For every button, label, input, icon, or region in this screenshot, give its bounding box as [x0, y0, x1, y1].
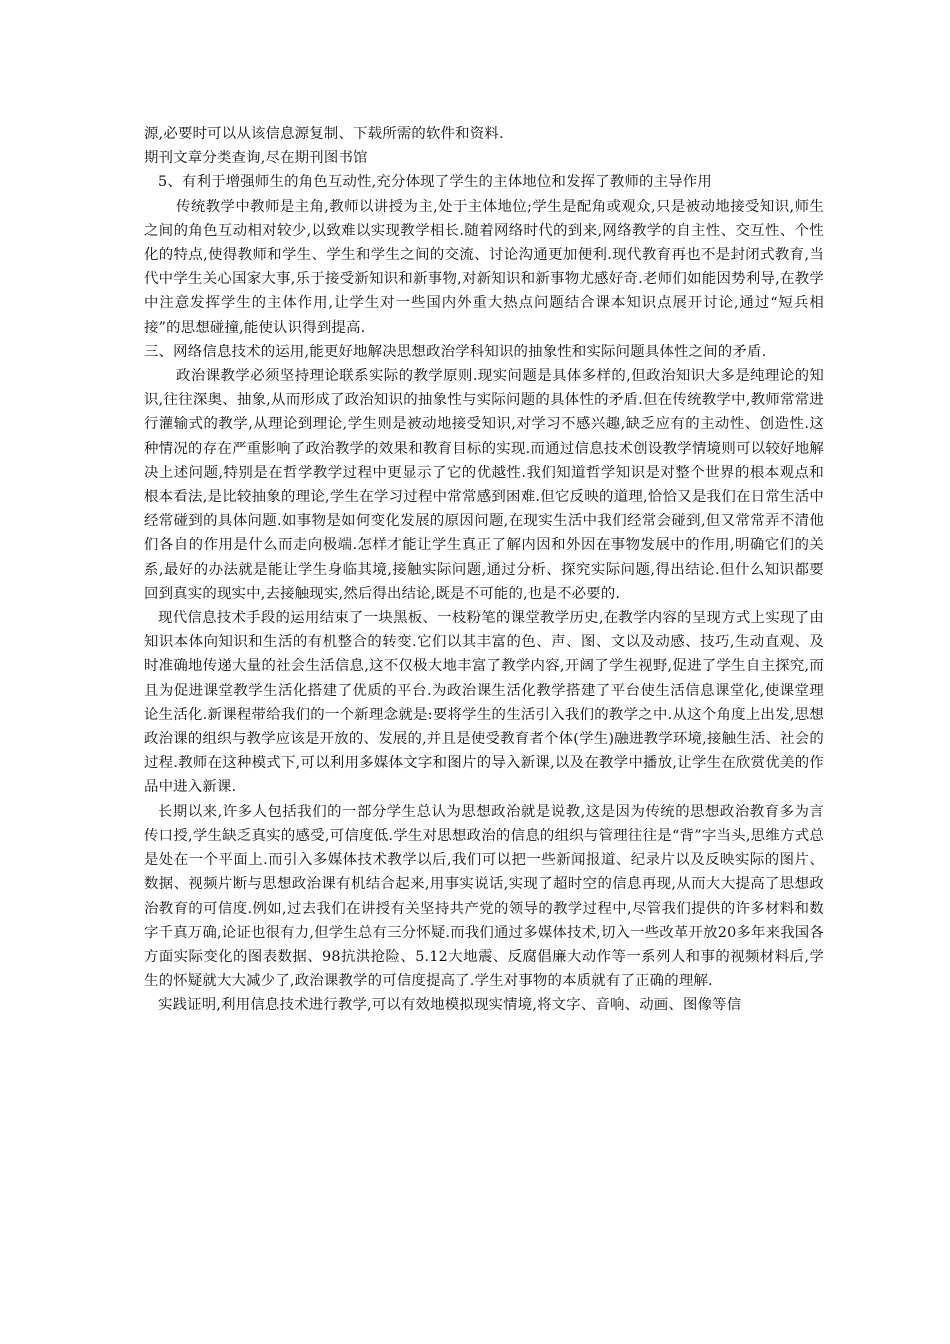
- paragraph-modern-it: 现代信息技术手段的运用结束了一块黑板、一枝粉笔的课堂教学历史,在教学内容的呈现方式上实现了由知识本体向知识和生活的有机整合的转变.它们以其丰富的色、声、图、文以及动感、技巧,生动直观、及时准确地传递大量的社会生活信息,这不仅极大地丰富了教学内容,开阔了学生视野,促进了学生自主探究,而且为促进课堂教学生活化搭建了优质的平台.为政治课生活化教学搭建了平台使生活信息课堂化,使课堂理论生活化.新课程带给我们的一个新理念就是:要将学生的生活引入我们的教学之中.从这个角度上出发,思想政治课的组织与教学应该是开放的、发展的,并且是使受教育者个体(学生)融进教学环境,接触生活、社会的过程.教师在这种模式下,可以利用多媒体文字和图片的导入新课,以及在教学中播放,让学生在欣赏优美的作品中进入新课.: [144, 610, 824, 796]
- paragraph-theory-practice: 政治课教学必须坚持理论联系实际的教学原则.现实问题是具体多样的,但政治知识大多是纯理论的知识,往往深奥、抽象,从而形成了政治知识的抽象性与实际问题的具体性的矛盾.但在传统教学中,教师常常进行灌输式的教学,从理论到理论,学生则是被动地接受知识,对学习不感兴趣,缺乏应有的主动性、创造性.这种情况的存在严重影响了政治教学的效果和教育目标的实现.而通过信息技术创设教学情境则可以较好地解决上述问题,特别是在哲学教学过程中更显示了它的优越性.我们知道哲学知识是对整个世界的根本观点和根本看法,是比较抽象的理论,学生在学习过程中常常感到困难.但它反映的道理,恰恰又是我们在日常生活中经常碰到的具体问题.如事物是如何变化发展的原因问题,在现实生活中我们经常会碰到,但又常常弄不清他们各自的作用是什么而走向极端.怎样才能让学生真正了解内因和外因在事物发展中的作用,明确它们的关系,最好的办法就是能让学生身临其境,接触实际问题,通过分析、探究实际问题,得出结论.但什么知识都要回到真实的现实中,去接触现实,然后得出结论,既是不可能的,也是不必要的.: [144, 368, 824, 602]
- paragraph-practice-proof: 实践证明,利用信息技术进行教学,可以有效地模拟现实情境,将文字、音响、动画、图像等信: [158, 997, 742, 1014]
- paragraph-journal-note: 期刊文章分类查询,尽在期刊图书馆: [144, 150, 368, 167]
- document-page: [144, 122, 824, 1018]
- paragraph-source-continuation: 源,必要时可以从该信息源复制、下载所需的软件和资料.: [144, 126, 504, 142]
- paragraph-teacher-role: 传统教学中教师是主角,教师以讲授为主,处于主体地位;学生是配角或观众,只是被动地接受知识,师生之间的角色互动相对较少,以致难以实现教学相长.随着网络时代的到来,网络教学的自主性、交互性、个性化的特点,使得教师和学生、学生和学生之间的交流、讨论沟通更加便利.现代教育再也不是封闭式教育,当代中学生关心国家大事,乐于接受新知识和新事物,对新知识和新事物尤感好奇.老师们如能因势利导,在教学中注意发挥学生的主体作用,让学生对一些国内外重大热点问题结合课本知识点展开讨论,通过“短兵相接”的思想碰撞,能使认识得到提高.: [144, 198, 824, 336]
- section-heading-5: 5、有利于增强师生的角色互动性,充分体现了学生的主体地位和发挥了教师的主导作用: [158, 174, 712, 191]
- section-heading-3: 三、网络信息技术的运用,能更好地解决思想政治学科知识的抽象性和实际问题具体性之间的矛盾.: [144, 343, 767, 360]
- paragraph-credibility: 长期以来,许多人包括我们的一部分学生总认为思想政治就是说教,这是因为传统的思想政治教育多为言传口授,学生缺乏真实的感受,可信度低.学生对思想政治的信息的组织与管理往往是“背”字当头,思维方式总是处在一个平面上.而引入多媒体技术教学以后,我们可以把一些新闻报道、纪录片以及反映实际的图片、数据、视频片断与思想政治课有机结合起来,用事实说话,实现了超时空的信息再现,从而大大提高了思想政治教育的可信度.例如,过去我们在讲授有关坚持共产党的领导的教学过程中,尽管我们提供的许多材料和数字千真万确,论证也很有力,但学生总有三分怀疑.而我们通过多媒体技术,切入一些改革开放20多年来我国各方面实际变化的图表数据、98抗洪抢险、5.12大地震、反腐倡廉大动作等一系列人和事的视频材料后,学生的怀疑就大大减少了,政治课教学的可信度提高了.学生对事物的本质就有了正确的理解.: [144, 803, 824, 990]
